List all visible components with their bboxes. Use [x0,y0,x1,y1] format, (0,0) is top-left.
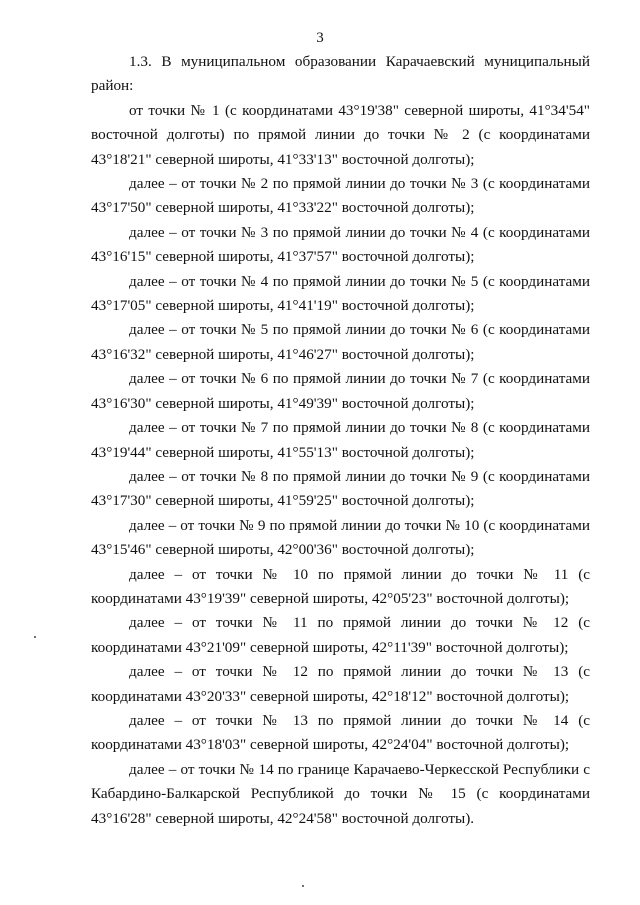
page-number: 3 [316,30,324,46]
paragraph-point-1: от точки № 1 (с координатами 43°19'38" северной широты, 41°34'54" восточной долготы) по прямой линии до точки № 2 (с координатами 43°18'21" северной широты, 41°33'13" восточной долготы); [91,101,590,168]
document-body [91,50,590,831]
paragraph-point-14: далее – от точки № 14 по границе Карачаево-Черкесской Республики с Кабардино-Балкарской Республикой до точки № 15 (с координатами 43°16'28" северной широты, 42°24'58" восточной долготы). [91,760,590,827]
paragraph-point-10: далее – от точки № 10 по прямой линии до точки № 11 (с координатами 43°19'39" северной широты, 42°05'23" восточной долготы); [91,565,590,607]
paragraph-point-2: далее – от точки № 2 по прямой линии до точки № 3 (с координатами 43°17'50" северной широты, 41°33'22" восточной долготы); [91,175,590,217]
paragraph-point-6: далее – от точки № 6 по прямой линии до точки № 7 (с координатами 43°16'30" северной широты, 41°49'39" восточной долготы); [91,370,590,412]
paragraph-point-4: далее – от точки № 4 по прямой линии до точки № 5 (с координатами 43°17'05" северной широты, 41°41'19" восточной долготы); [91,272,590,315]
paragraph-point-8: далее – от точки № 8 по прямой линии до точки № 9 (с координатами 43°17'30" северной широты, 41°59'25" восточной долготы); [91,467,590,510]
section-heading: 1.3. В муниципальном образовании Карачаевский муниципальный район: [91,53,590,95]
paragraph-point-13: далее – от точки № 13 по прямой линии до точки № 14 (с координатами 43°18'03" северной широты, 42°24'04" восточной долготы); [91,711,590,754]
paragraph-point-9: далее – от точки № 9 по прямой линии до точки № 10 (с координатами 43°15'46" северной широты, 42°00'36" восточной долготы); [91,516,590,559]
paragraph-point-12: далее – от точки № 12 по прямой линии до точки № 13 (с координатами 43°20'33" северной широты, 42°18'12" восточной долготы); [91,663,590,705]
paragraph-point-5: далее – от точки № 5 по прямой линии до точки № 6 (с координатами 43°16'32" северной широты, 41°46'27" восточной долготы); [91,321,590,363]
paragraph-point-11: далее – от точки № 11 по прямой линии до точки № 12 (с координатами 43°21'09" северной широты, 42°11'39" восточной долготы); [91,614,590,656]
scan-speck [34,636,36,638]
scan-speck [302,885,304,887]
paragraph-point-7: далее – от точки № 7 по прямой линии до точки № 8 (с координатами 43°19'44" северной широты, 41°55'13" восточной долготы); [91,419,590,461]
paragraph-point-3: далее – от точки № 3 по прямой линии до точки № 4 (с координатами 43°16'15" северной широты, 41°37'57" восточной долготы); [91,223,590,266]
